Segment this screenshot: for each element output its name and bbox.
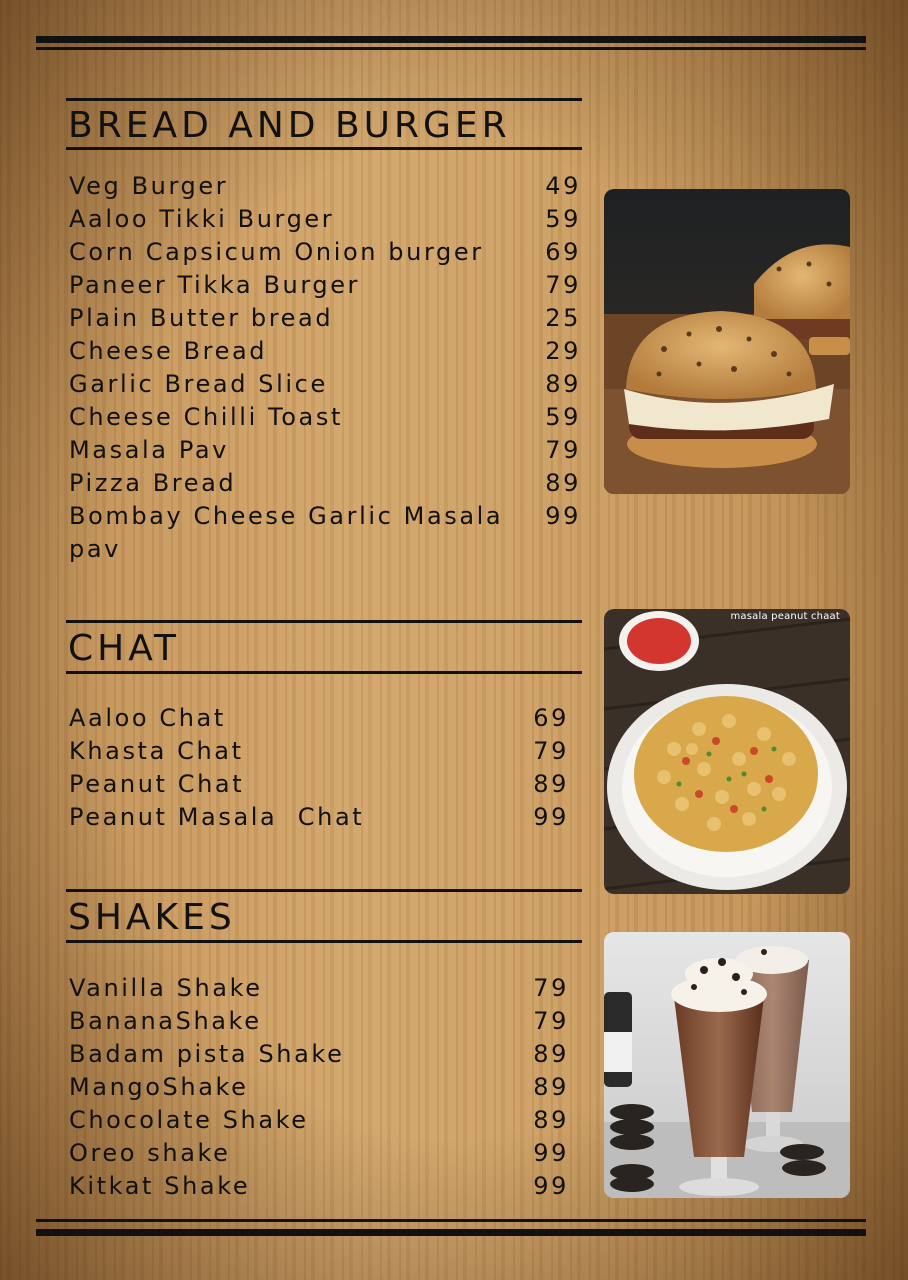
item-price: 79 [533, 737, 569, 765]
menu-item [69, 467, 581, 500]
item-price: 29 [545, 337, 581, 365]
menu-item [69, 203, 581, 236]
item-name: Kitkat Shake [69, 1172, 251, 1200]
item-name: Veg Burger [69, 172, 229, 200]
item-price: 79 [545, 271, 581, 299]
item-price: 79 [545, 436, 581, 464]
item-price: 59 [545, 403, 581, 431]
section-title-chat [66, 620, 582, 674]
shakes-list [69, 972, 569, 1203]
item-price: 59 [545, 205, 581, 233]
item-price: 89 [533, 1040, 569, 1068]
section-heading: CHAT [68, 628, 181, 669]
menu-item [69, 1038, 569, 1071]
menu-item [69, 735, 569, 768]
item-name: MangoShake [69, 1073, 249, 1101]
item-name: Corn Capsicum Onion burger [69, 238, 484, 266]
item-name: Oreo shake [69, 1139, 231, 1167]
photo-caption: masala peanut chaat [730, 611, 840, 622]
item-price: 89 [533, 770, 569, 798]
menu-item [69, 801, 569, 834]
item-price: 89 [545, 370, 581, 398]
item-name: Bombay Cheese Garlic Masala pav [69, 502, 504, 563]
item-price: 89 [533, 1073, 569, 1101]
menu-item [69, 768, 569, 801]
chocolate-shake-photo [604, 932, 850, 1198]
bottom-rule-thick [36, 1229, 866, 1236]
item-name: Garlic Bread Slice [69, 370, 328, 398]
item-price: 99 [545, 502, 581, 530]
item-name: Badam pista Shake [69, 1040, 345, 1068]
section-heading: BREAD AND BURGER [68, 105, 511, 146]
item-name: Cheese Bread [69, 337, 268, 365]
menu-item [69, 1071, 569, 1104]
item-price: 79 [533, 974, 569, 1002]
item-price: 89 [533, 1106, 569, 1134]
chat-list [69, 702, 569, 834]
menu-item [69, 972, 569, 1005]
item-name: Vanilla Shake [69, 974, 263, 1002]
item-name: Plain Butter bread [69, 304, 334, 332]
section-title-bread-burger [66, 98, 582, 150]
top-rule-thin [36, 47, 866, 50]
item-price: 49 [545, 172, 581, 200]
menu-item [69, 1137, 569, 1170]
menu-item [69, 1170, 569, 1203]
burger-photo [604, 189, 850, 494]
menu-item [69, 236, 581, 269]
item-name: Peanut Chat [69, 770, 245, 798]
item-name: Aaloo Chat [69, 704, 226, 732]
menu-item [69, 1005, 569, 1038]
item-price: 79 [533, 1007, 569, 1035]
item-name: BananaShake [69, 1007, 262, 1035]
menu-item [69, 401, 581, 434]
bottom-rule-thin [36, 1219, 866, 1222]
item-price: 99 [533, 1172, 569, 1200]
item-name: Aaloo Tikki Burger [69, 205, 335, 233]
menu-item [69, 1104, 569, 1137]
item-name: Paneer Tikka Burger [69, 271, 361, 299]
menu-item [69, 269, 581, 302]
menu-item [69, 302, 581, 335]
item-name: Cheese Chilli Toast [69, 403, 343, 431]
menu-item [69, 434, 581, 467]
item-name: Chocolate Shake [69, 1106, 309, 1134]
menu-item [69, 368, 581, 401]
item-price: 69 [533, 704, 569, 732]
item-name: Khasta Chat [69, 737, 244, 765]
peanut-chat-photo [604, 609, 850, 894]
menu-item [69, 500, 581, 566]
item-price: 99 [533, 1139, 569, 1167]
section-title-shakes [66, 889, 582, 943]
item-price: 89 [545, 469, 581, 497]
item-price: 25 [545, 304, 581, 332]
top-rule-thick [36, 36, 866, 43]
menu-item [69, 702, 569, 735]
item-price: 99 [533, 803, 569, 831]
menu-item [69, 335, 581, 368]
item-name: Pizza Bread [69, 469, 237, 497]
item-price: 69 [545, 238, 581, 266]
bread-burger-list [69, 170, 581, 566]
menu-item [69, 170, 581, 203]
item-name: Masala Pav [69, 436, 229, 464]
section-heading: SHAKES [68, 897, 236, 938]
item-name: Peanut Masala Chat [69, 803, 365, 831]
